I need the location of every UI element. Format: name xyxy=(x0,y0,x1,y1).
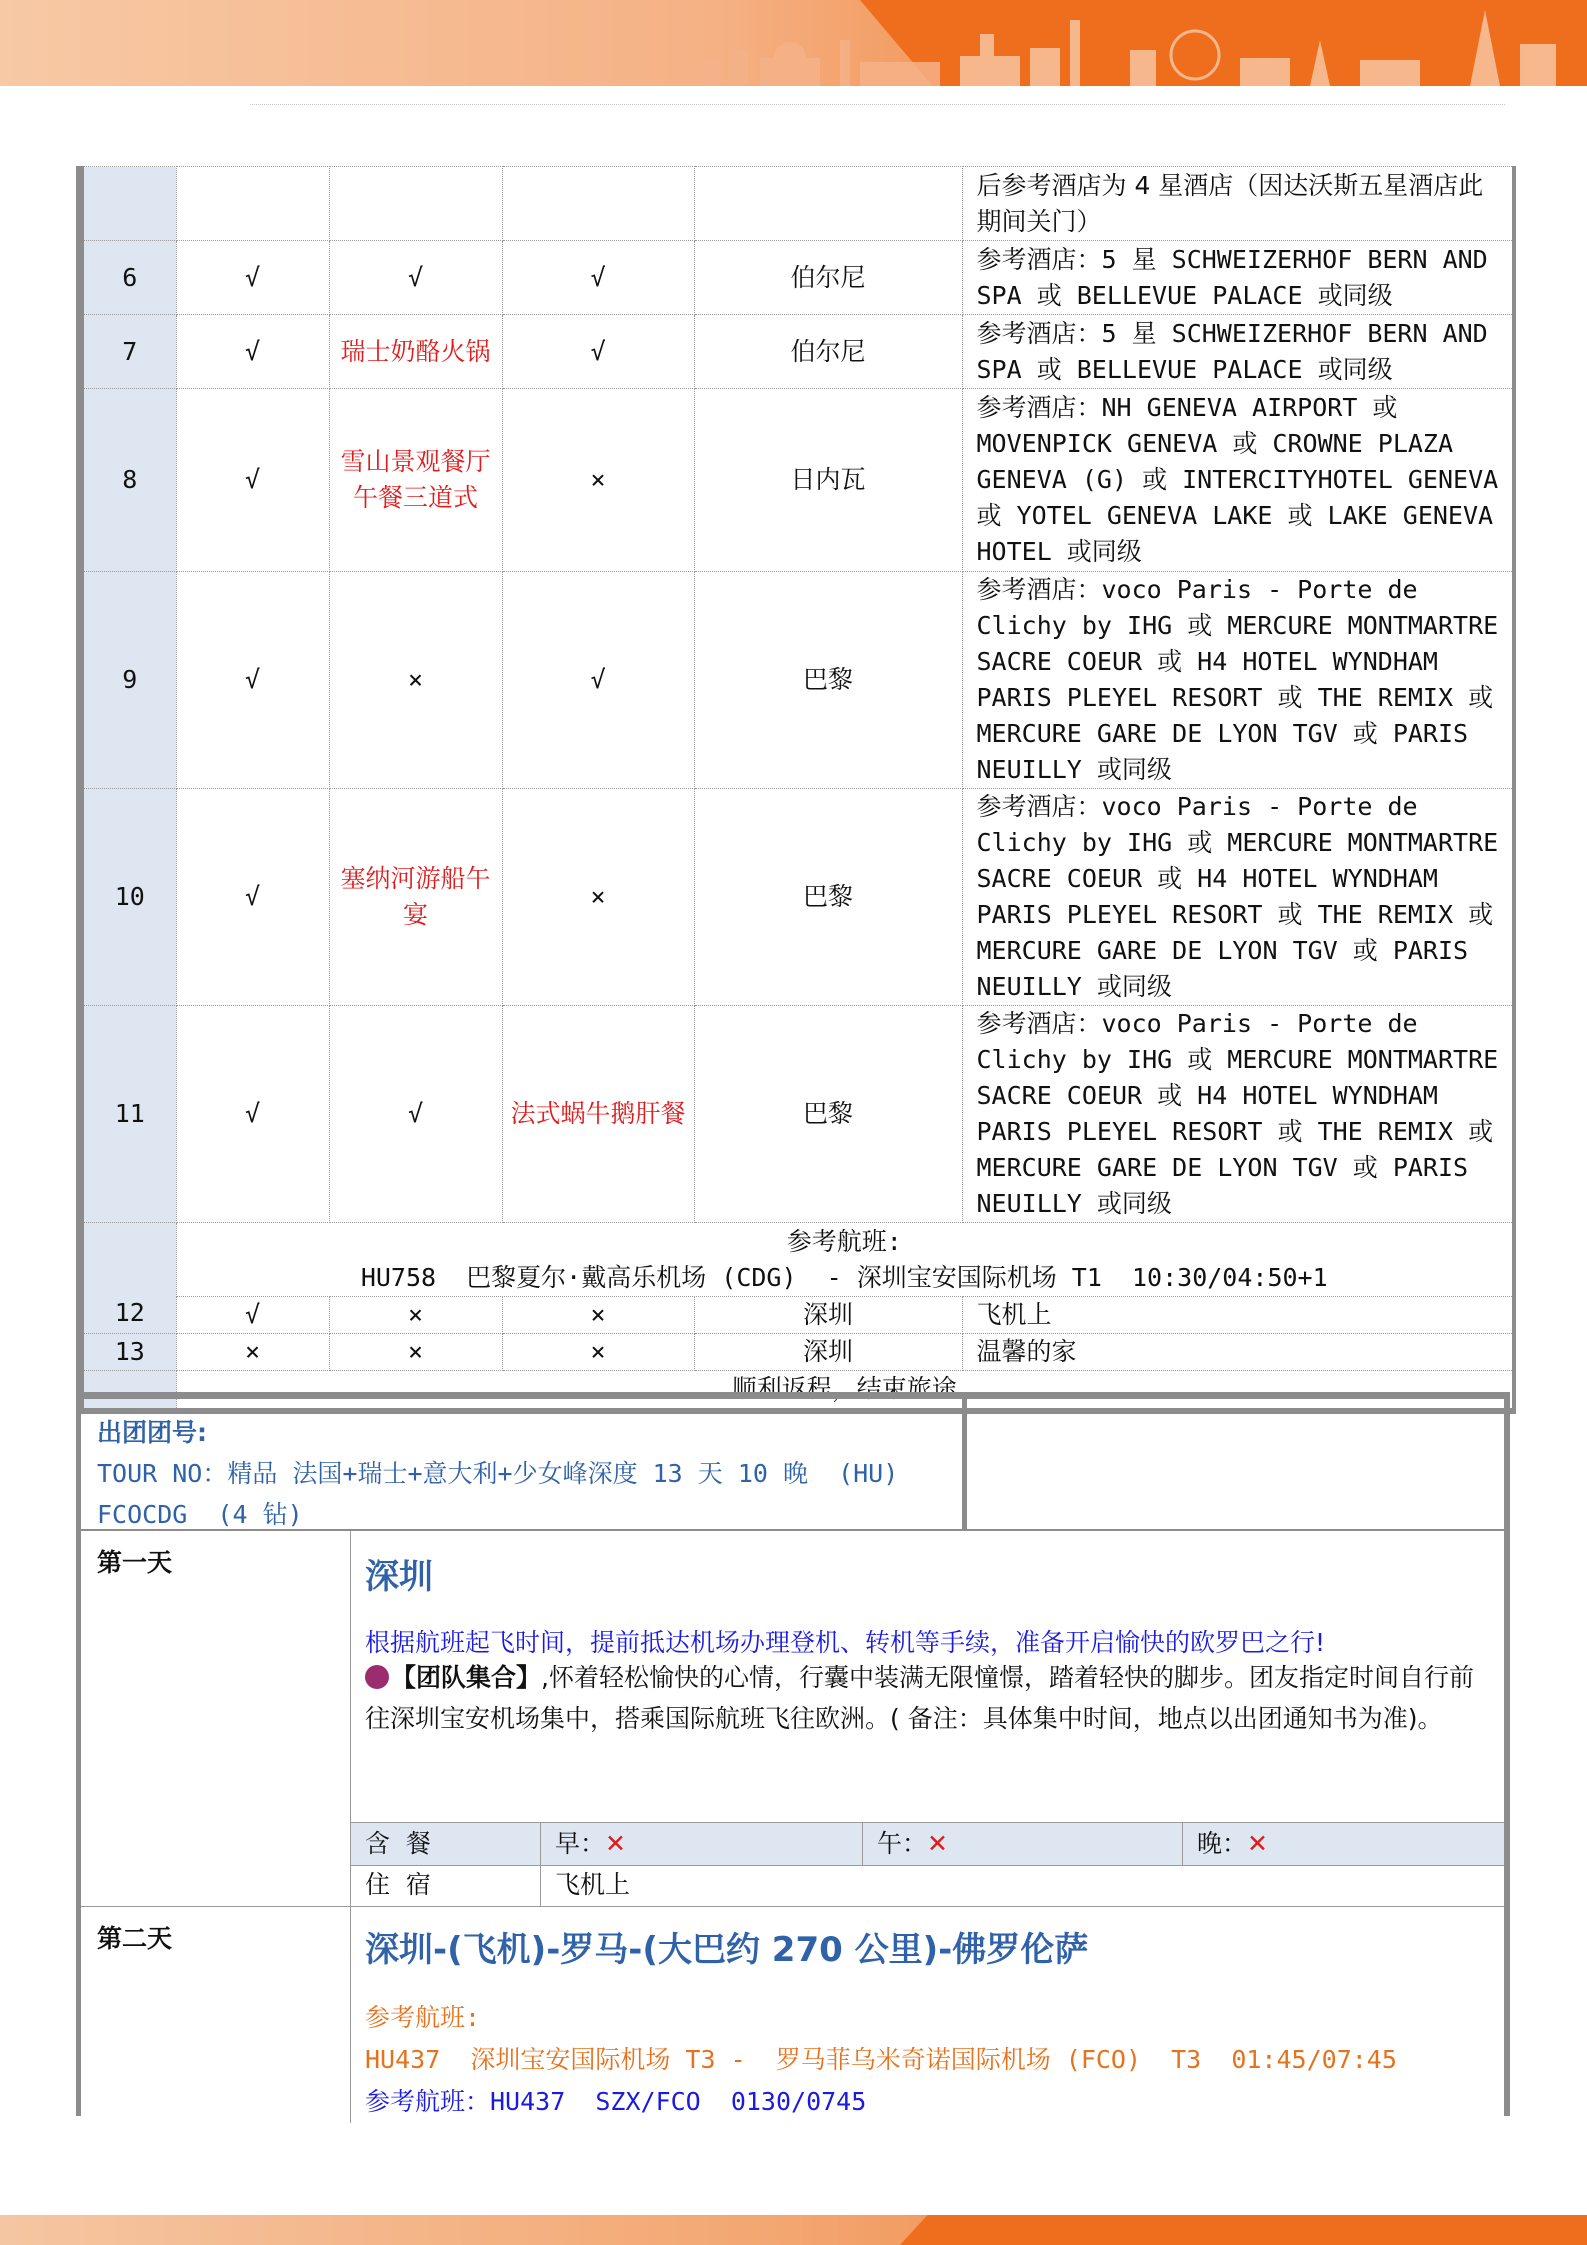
day1-para-title: 【团队集合】 xyxy=(391,1663,542,1692)
day-cell: 10 xyxy=(80,789,176,1006)
day2-title-column xyxy=(81,1906,351,2123)
day2-flight-detail: HU437 深圳宝安国际机场 T3 - 罗马菲乌米奇诺国际机场 (FCO) T3 01:45/07:45 xyxy=(365,2045,1397,2074)
dinner-cell: × xyxy=(502,1297,694,1334)
dinner-x-icon: ✕ xyxy=(1247,1829,1268,1858)
hotel-cell: 温馨的家 xyxy=(962,1334,1514,1371)
breakfast-cell: √ xyxy=(176,789,329,1006)
day2-flight-label: 参考航班: xyxy=(365,2003,481,2032)
lunch-cell xyxy=(863,1823,1183,1865)
city-cell: 巴黎 xyxy=(694,1006,962,1223)
day1-body xyxy=(351,1531,1504,1906)
lunch-x-icon: ✕ xyxy=(927,1829,948,1858)
table-row xyxy=(80,789,1514,1006)
flight-cell xyxy=(176,1223,1514,1297)
stay-row xyxy=(351,1864,1504,1907)
stay-label: 住 宿 xyxy=(351,1864,541,1906)
day1-paragraph xyxy=(365,1657,1490,1739)
breakfast-cell: √ xyxy=(176,389,329,572)
dinner-cell: √ xyxy=(502,572,694,789)
tour-number xyxy=(97,1453,957,1535)
bullet-icon xyxy=(365,1665,389,1689)
dinner-cell: √ xyxy=(502,241,694,315)
lunch-cell: √ xyxy=(329,241,502,315)
lunch-cell: × xyxy=(329,1297,502,1334)
footer-banner xyxy=(0,2215,1587,2245)
day-cell xyxy=(80,167,176,241)
city-cell: 日内瓦 xyxy=(694,389,962,572)
breakfast-x-icon: ✕ xyxy=(605,1829,626,1858)
breakfast-cell: × xyxy=(176,1334,329,1371)
city-cell: 深圳 xyxy=(694,1297,962,1334)
closing-cell: 顺利返程，结束旅途 xyxy=(176,1371,1514,1411)
tour-header-blank xyxy=(967,1399,1504,1531)
breakfast-cell xyxy=(541,1823,863,1865)
tour-section xyxy=(76,1392,1510,2116)
table-row xyxy=(80,1297,1514,1334)
city-skyline-icon xyxy=(660,0,1587,86)
day-cell: 12 xyxy=(80,1223,176,1334)
breakfast-cell: √ xyxy=(176,1297,329,1334)
stay-value: 飞机上 xyxy=(555,1870,631,1899)
flight-info: HU758 巴黎夏尔·戴高乐机场 (CDG) - 深圳宝安国际机场 T1 10:30/04:50+1 xyxy=(360,1262,1328,1292)
table-row xyxy=(80,572,1514,789)
breakfast-cell: √ xyxy=(176,572,329,789)
flight-label: 参考航班: xyxy=(786,1226,902,1256)
day1-intro: 根据航班起飞时间，提前抵达机场办理登机、转机等手续，准备开启愉快的欧罗巴之行! xyxy=(365,1628,1326,1657)
city-cell: 深圳 xyxy=(694,1334,962,1371)
dinner-cell: × xyxy=(502,1334,694,1371)
dinner-cell: 法式蜗牛鹅肝餐 xyxy=(502,1006,694,1223)
hotel-cell: 参考酒店：voco Paris - Porte de Clichy by IHG 或 MERCURE MONTMARTRE SACRE COEUR 或 H4 HOTEL WYNDHAM PARIS PLEYEL RESORT 或 THE REMIX 或 MERCURE GARE DE LYON TGV 或 PARIS NEUILLY 或同级 xyxy=(962,789,1514,1006)
day-cell: 7 xyxy=(80,315,176,389)
breakfast-cell: √ xyxy=(176,315,329,389)
table-row xyxy=(80,389,1514,572)
city-cell: 伯尔尼 xyxy=(694,241,962,315)
hotel-cell: 后参考酒店为 4 星酒店（因达沃斯五星酒店此期间关门） xyxy=(962,167,1514,241)
table-row xyxy=(80,315,1514,389)
hotel-cell: 参考酒店：5 星 SCHWEIZERHOF BERN AND SPA 或 BELLEVUE PALACE 或同级 xyxy=(962,315,1514,389)
hotel-cell: 参考酒店：NH GENEVA AIRPORT 或 MOVENPICK GENEVA 或 CROWNE PLAZA GENEVA (G) 或 INTERCITYHOTEL GENEVA 或 YOTEL GENEVA LAKE 或 LAKE GENEVA HOTEL 或同级 xyxy=(962,389,1514,572)
day1-name: 第一天 xyxy=(97,1548,173,1577)
breakfast-label: 早： xyxy=(555,1829,606,1858)
dinner-cell xyxy=(1183,1823,1504,1865)
breakfast-cell: √ xyxy=(176,241,329,315)
dinner-cell: √ xyxy=(502,315,694,389)
dinner-label: 晚： xyxy=(1197,1829,1248,1858)
tour-number-line1: TOUR NO：精品 法国+瑞士+意大利+少女峰深度 13 天 10 晚 (HU) xyxy=(97,1459,899,1488)
day2-flight-short: 参考航班：HU437 SZX/FCO 0130/0745 xyxy=(365,2087,867,2116)
lunch-cell: 瑞士奶酪火锅 xyxy=(329,315,502,389)
table-row xyxy=(80,167,1514,241)
table-row xyxy=(80,1223,1514,1297)
day-cell: 11 xyxy=(80,1006,176,1223)
table-row xyxy=(80,1334,1514,1371)
hotel-cell: 参考酒店：5 星 SCHWEIZERHOF BERN AND SPA 或 BELLEVUE PALACE 或同级 xyxy=(962,241,1514,315)
table-row xyxy=(80,241,1514,315)
meal-label: 含 餐 xyxy=(351,1823,541,1865)
dinner-cell: × xyxy=(502,789,694,1006)
day1-para-text: ,怀着轻松愉快的心情，行囊中装满无限憧憬，踏着轻快的脚步。团友指定时间自行前往深圳宝安机场集中，搭乘国际航班飞往欧洲。( 备注：具体集中时间，地点以出团通知书为准)。 xyxy=(365,1663,1474,1733)
tour-header xyxy=(81,1399,967,1531)
day-cell: 13 xyxy=(80,1334,176,1371)
lunch-label: 午： xyxy=(877,1829,928,1858)
breakfast-cell xyxy=(176,167,329,241)
lunch-cell: × xyxy=(329,572,502,789)
lunch-cell: √ xyxy=(329,1006,502,1223)
hotel-cell: 飞机上 xyxy=(962,1297,1514,1334)
day1-title-column xyxy=(81,1531,351,1906)
lunch-cell: 塞纳河游船午宴 xyxy=(329,789,502,1006)
lunch-cell: × xyxy=(329,1334,502,1371)
hotel-cell: 参考酒店：voco Paris - Porte de Clichy by IHG 或 MERCURE MONTMARTRE SACRE COEUR 或 H4 HOTEL WYNDHAM PARIS PLEYEL RESORT 或 THE REMIX 或 MERCURE GARE DE LYON TGV 或 PARIS NEUILLY 或同级 xyxy=(962,1006,1514,1223)
dinner-cell: × xyxy=(502,389,694,572)
hotel-cell: 参考酒店：voco Paris - Porte de Clichy by IHG 或 MERCURE MONTMARTRE SACRE COEUR 或 H4 HOTEL WYNDHAM PARIS PLEYEL RESORT 或 THE REMIX 或 MERCURE GARE DE LYON TGV 或 PARIS NEUILLY 或同级 xyxy=(962,572,1514,789)
table-row xyxy=(80,1006,1514,1223)
day2-name: 第二天 xyxy=(97,1924,173,1953)
breakfast-cell: √ xyxy=(176,1006,329,1223)
dinner-cell xyxy=(502,167,694,241)
lunch-cell: 雪山景观餐厅午餐三道式 xyxy=(329,389,502,572)
city-cell: 巴黎 xyxy=(694,572,962,789)
city-cell: 伯尔尼 xyxy=(694,315,962,389)
day1-city: 深圳 xyxy=(365,1557,433,1597)
lunch-cell xyxy=(329,167,502,241)
meal-row xyxy=(351,1822,1504,1866)
city-cell: 巴黎 xyxy=(694,789,962,1006)
header-banner xyxy=(0,0,1587,86)
day2-body xyxy=(351,1906,1504,2123)
itinerary-table xyxy=(76,166,1516,1414)
city-cell xyxy=(694,167,962,241)
day-cell: 8 xyxy=(80,389,176,572)
day-cell: 6 xyxy=(80,241,176,315)
day-cell: 9 xyxy=(80,572,176,789)
day2-route: 深圳-(飞机)-罗马-(大巴约 270 公里)-佛罗伦萨 xyxy=(365,1930,1089,1970)
tour-number-line2: FCOCDG (4 钻) xyxy=(97,1500,303,1529)
header-divider xyxy=(250,104,1505,105)
tour-label: 出团团号: xyxy=(97,1418,207,1447)
